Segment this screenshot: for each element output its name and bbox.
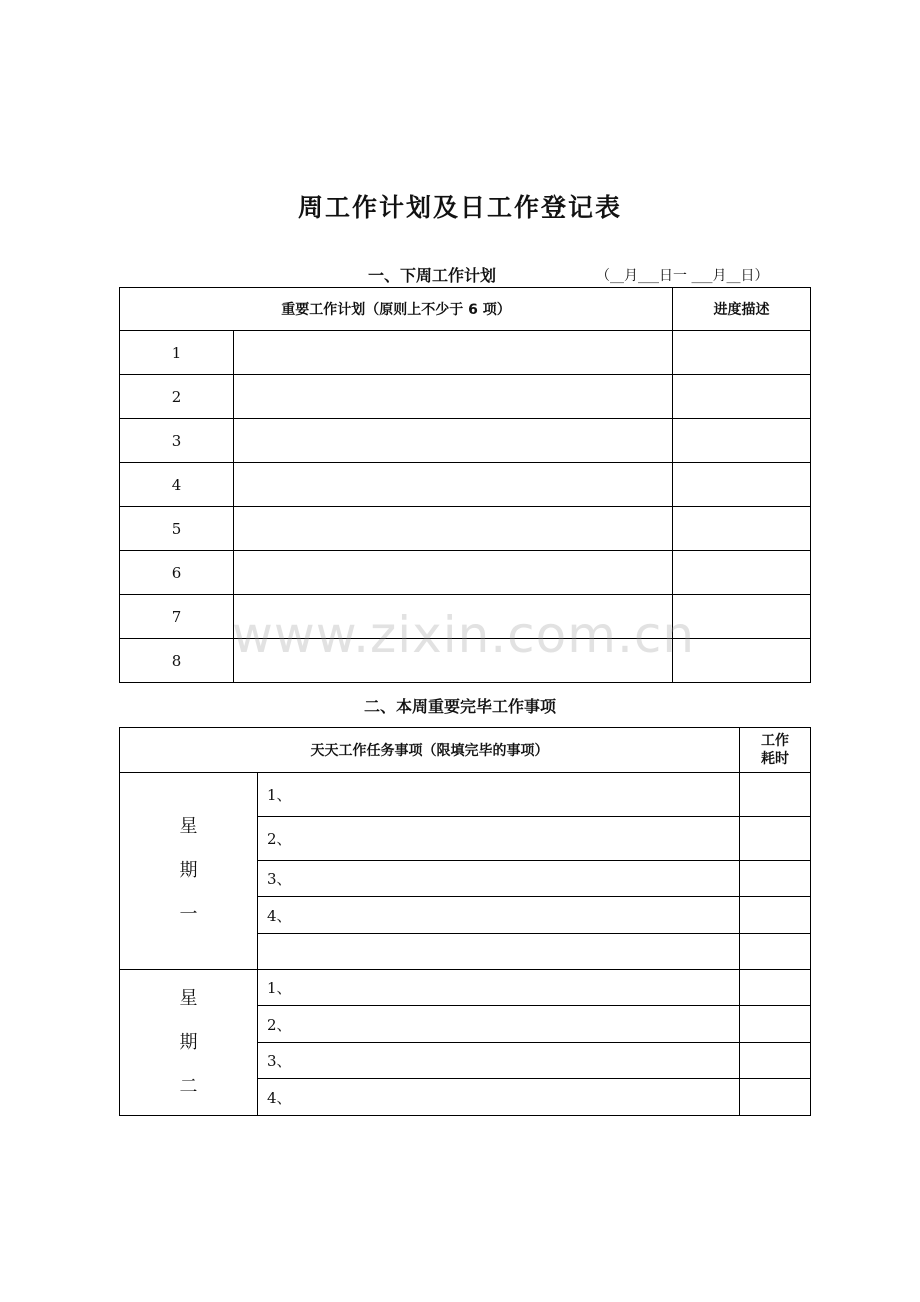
date-range: （__月___日一 ___月__日）	[596, 268, 769, 284]
section2-heading: 二、本周重要完毕工作事项	[363, 697, 556, 716]
progress-cell[interactable]	[673, 507, 811, 551]
task-cell[interactable]: 3、	[258, 1043, 740, 1079]
watermark: www.zixin.com.cn	[232, 606, 696, 664]
table-row	[120, 419, 811, 463]
plan-cell[interactable]	[234, 375, 673, 419]
time-cell[interactable]	[740, 934, 811, 970]
weekly-plan-table	[119, 287, 811, 683]
row-number: 8	[120, 639, 234, 683]
row-number: 3	[120, 419, 234, 463]
table-row	[120, 463, 811, 507]
day-label-monday: 星 期 一	[120, 773, 258, 970]
plan-cell[interactable]	[234, 639, 673, 683]
table-row	[120, 970, 811, 1006]
row-number: 2	[120, 375, 234, 419]
progress-cell[interactable]	[673, 595, 811, 639]
row-number: 5	[120, 507, 234, 551]
time-cell[interactable]	[740, 1006, 811, 1043]
plan-cell[interactable]	[234, 463, 673, 507]
table-row	[120, 331, 811, 375]
time-header-line2: 耗时	[761, 751, 789, 767]
task-cell[interactable]: 3、	[258, 861, 740, 897]
progress-column-header: 进度描述	[673, 288, 811, 331]
time-cell[interactable]	[740, 970, 811, 1006]
table-row	[120, 551, 811, 595]
table-row	[120, 639, 811, 683]
row-number: 4	[120, 463, 234, 507]
plan-cell[interactable]	[234, 419, 673, 463]
plan-column-header: 重要工作计划（原则上不少于 6 项）	[120, 288, 673, 331]
plan-cell[interactable]	[234, 331, 673, 375]
plan-cell[interactable]	[234, 551, 673, 595]
time-cell[interactable]	[740, 1043, 811, 1079]
time-column-header	[740, 728, 811, 773]
row-number: 7	[120, 595, 234, 639]
time-cell[interactable]	[740, 1079, 811, 1116]
task-cell[interactable]: 2、	[258, 1006, 740, 1043]
progress-cell[interactable]	[673, 463, 811, 507]
plan-cell[interactable]	[234, 595, 673, 639]
task-cell[interactable]	[258, 934, 740, 970]
progress-cell[interactable]	[673, 639, 811, 683]
progress-cell[interactable]	[673, 419, 811, 463]
time-cell[interactable]	[740, 817, 811, 861]
table-row	[120, 595, 811, 639]
row-number: 1	[120, 331, 234, 375]
task-cell[interactable]: 2、	[258, 817, 740, 861]
time-header-line1: 工作	[761, 733, 789, 749]
task-cell[interactable]: 4、	[258, 1079, 740, 1116]
task-cell[interactable]: 1、	[258, 970, 740, 1006]
tasks-column-header: 天天工作任务事项（限填完毕的事项）	[120, 728, 740, 773]
task-cell[interactable]: 1、	[258, 773, 740, 817]
time-cell[interactable]	[740, 897, 811, 934]
table-row	[120, 773, 811, 817]
page-title: 周工作计划及日工作登记表	[297, 193, 622, 222]
row-number: 6	[120, 551, 234, 595]
section1-heading: 一、下周工作计划	[368, 266, 497, 285]
time-cell[interactable]	[740, 861, 811, 897]
day-label-tuesday: 星 期 二	[120, 970, 258, 1116]
progress-cell[interactable]	[673, 551, 811, 595]
progress-cell[interactable]	[673, 331, 811, 375]
daily-log-table	[119, 727, 811, 1116]
time-cell[interactable]	[740, 773, 811, 817]
plan-cell[interactable]	[234, 507, 673, 551]
table-row	[120, 507, 811, 551]
task-cell[interactable]: 4、	[258, 897, 740, 934]
table-row	[120, 375, 811, 419]
progress-cell[interactable]	[673, 375, 811, 419]
